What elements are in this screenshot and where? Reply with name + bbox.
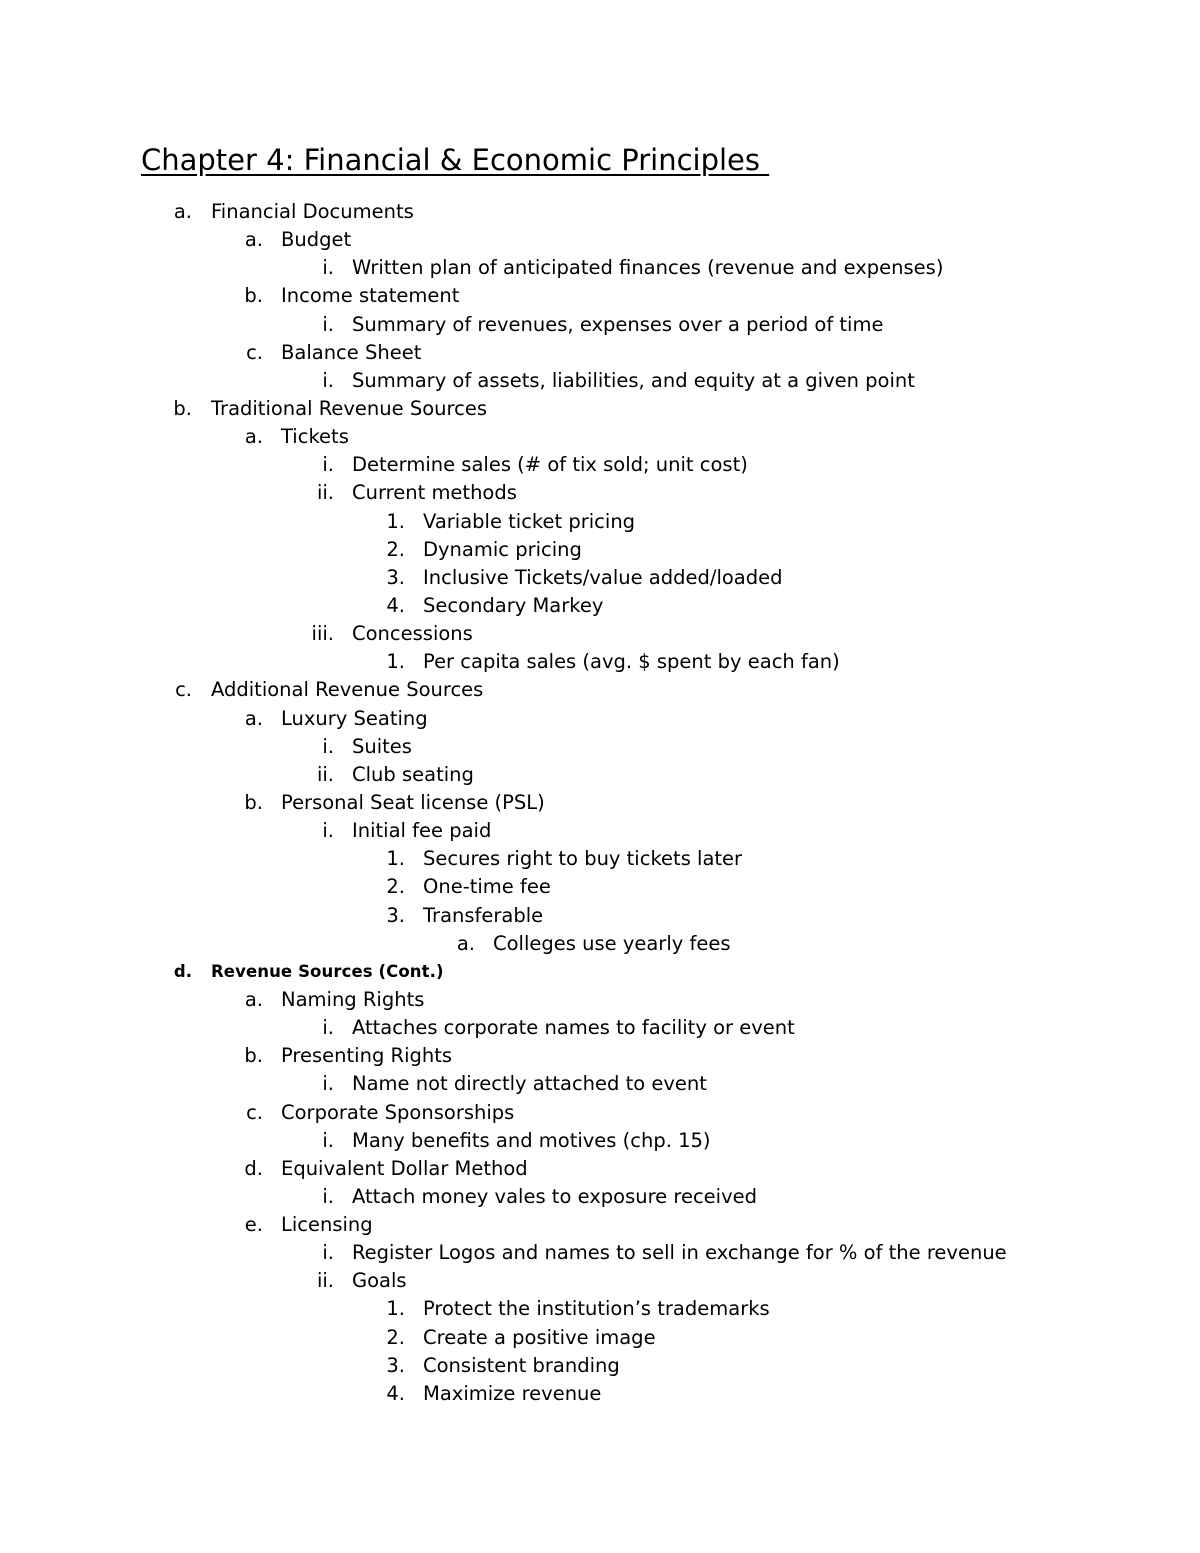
- list-item-text: Initial fee paid: [352, 819, 492, 843]
- list-item-text: Summary of assets, liabilities, and equity at a given point: [352, 368, 915, 392]
- list-item-text: Secures right to buy tickets later: [423, 847, 743, 871]
- list-item: [0, 789, 1200, 817]
- list-item: [0, 620, 1200, 648]
- list-item-text: Name not directly attached to event: [352, 1072, 707, 1096]
- list-marker: 4.: [386, 1381, 405, 1405]
- list-marker: c.: [246, 340, 263, 364]
- list-item: [0, 845, 1200, 873]
- list-item-text: Corporate Sponsorships: [281, 1100, 515, 1124]
- list-marker: ii.: [316, 1269, 334, 1293]
- list-marker: 3.: [386, 1353, 405, 1377]
- list-item: [0, 311, 1200, 339]
- list-marker: 1.: [386, 847, 405, 871]
- list-item-text: Suites: [352, 734, 412, 758]
- list-marker: c.: [246, 1100, 263, 1124]
- list-marker: ii.: [316, 762, 334, 786]
- list-item-text: Colleges use yearly fees: [493, 931, 731, 955]
- list-marker: 2.: [386, 875, 405, 899]
- list-item: [0, 902, 1200, 930]
- list-item-text: Tickets: [281, 425, 349, 449]
- list-item: [0, 479, 1200, 507]
- list-item-text: Consistent branding: [423, 1353, 620, 1377]
- list-item-text: Equivalent Dollar Method: [281, 1156, 528, 1180]
- list-item-text: Transferable: [423, 903, 544, 927]
- list-item: [0, 198, 1200, 226]
- list-marker: 1.: [386, 1297, 405, 1321]
- list-marker: a.: [244, 425, 263, 449]
- list-item-text: Traditional Revenue Sources: [211, 396, 487, 420]
- list-item-text: Concessions: [352, 622, 473, 646]
- list-marker: b.: [244, 790, 263, 814]
- list-marker: 2.: [386, 1325, 405, 1349]
- list-marker: a.: [456, 931, 475, 955]
- list-item: [0, 986, 1200, 1014]
- list-item-text: Create a positive image: [423, 1325, 656, 1349]
- list-item-text: Register Logos and names to sell in exchange for % of the revenue: [352, 1241, 1007, 1265]
- list-marker: 1.: [386, 650, 405, 674]
- list-item-text: Club seating: [352, 762, 474, 786]
- list-item-text: Licensing: [281, 1213, 373, 1237]
- list-marker: c.: [175, 678, 192, 702]
- list-item-text: Balance Sheet: [281, 340, 422, 364]
- list-marker: 1.: [386, 509, 405, 533]
- list-item: [0, 536, 1200, 564]
- list-item-text: Naming Rights: [281, 987, 425, 1011]
- list-item-text: Many benefits and motives (chp. 15): [352, 1128, 711, 1152]
- list-marker: i.: [322, 256, 334, 280]
- list-marker: d.: [173, 961, 192, 981]
- list-item: [0, 1155, 1200, 1183]
- list-item-text: Per capita sales (avg. $ spent by each fan): [423, 650, 840, 674]
- list-item: [0, 1324, 1200, 1352]
- list-marker: i.: [322, 1184, 334, 1208]
- list-item: [0, 676, 1200, 704]
- list-item: [0, 1042, 1200, 1070]
- list-item: [0, 1099, 1200, 1127]
- list-item-text: Personal Seat license (PSL): [281, 790, 545, 814]
- list-item: [0, 1014, 1200, 1042]
- list-item-text: Presenting Rights: [281, 1044, 453, 1068]
- list-item-text: Maximize revenue: [423, 1381, 602, 1405]
- list-item: [0, 958, 1200, 986]
- list-item: [0, 423, 1200, 451]
- list-item: [0, 1352, 1200, 1380]
- list-item: [0, 592, 1200, 620]
- list-item-text: Summary of revenues, expenses over a period of time: [352, 312, 884, 336]
- list-item: [0, 339, 1200, 367]
- list-marker: i.: [322, 1072, 334, 1096]
- list-marker: i.: [322, 1128, 334, 1152]
- list-item-text: Income statement: [281, 284, 460, 308]
- list-marker: i.: [322, 453, 334, 477]
- list-marker: 3.: [386, 565, 405, 589]
- list-item-text: Written plan of anticipated finances (revenue and expenses): [352, 256, 944, 280]
- list-marker: a.: [244, 987, 263, 1011]
- list-marker: e.: [244, 1213, 263, 1237]
- list-item-text: Variable ticket pricing: [423, 509, 636, 533]
- list-item: [0, 1183, 1200, 1211]
- list-item: [0, 226, 1200, 254]
- list-item-text: Goals: [352, 1269, 407, 1293]
- list-marker: a.: [244, 706, 263, 730]
- list-item: [0, 367, 1200, 395]
- list-item-text: Determine sales (# of tix sold; unit cost): [352, 453, 748, 477]
- list-item: [0, 282, 1200, 310]
- list-item: [0, 648, 1200, 676]
- list-marker: b.: [244, 1044, 263, 1068]
- list-item-text: Current methods: [352, 481, 517, 505]
- list-item-text: Budget: [281, 228, 352, 252]
- list-marker: i.: [322, 819, 334, 843]
- list-item-text: Protect the institution’s trademarks: [423, 1297, 770, 1321]
- list-marker: i.: [322, 1241, 334, 1265]
- list-item: [0, 817, 1200, 845]
- list-item: [0, 1295, 1200, 1323]
- list-item: [0, 1127, 1200, 1155]
- list-item: [0, 1070, 1200, 1098]
- list-item: [0, 451, 1200, 479]
- list-item: [0, 564, 1200, 592]
- list-item: [0, 254, 1200, 282]
- list-item: [0, 705, 1200, 733]
- list-item-text: Secondary Markey: [423, 593, 604, 617]
- list-item-text: Financial Documents: [211, 200, 414, 223]
- list-item: [0, 930, 1200, 958]
- list-item: [0, 1239, 1200, 1267]
- list-item: [0, 761, 1200, 789]
- list-marker: iii.: [311, 622, 334, 646]
- list-marker: a.: [244, 228, 263, 252]
- list-item-text: Attach money vales to exposure received: [352, 1184, 758, 1208]
- list-item: [0, 395, 1200, 423]
- list-marker: 4.: [386, 593, 405, 617]
- list-marker: i.: [322, 312, 334, 336]
- list-marker: b.: [244, 284, 263, 308]
- list-marker: d.: [244, 1156, 263, 1180]
- list-marker: a.: [173, 200, 192, 223]
- list-marker: i.: [322, 1016, 334, 1040]
- outline-list: [0, 198, 1200, 1408]
- list-item-text: Additional Revenue Sources: [211, 678, 484, 702]
- list-item-text: Attaches corporate names to facility or event: [352, 1016, 795, 1040]
- page-title: Chapter 4: Financial & Economic Principles: [141, 143, 770, 177]
- list-item-text: Inclusive Tickets/value added/loaded: [423, 565, 783, 589]
- list-item: [0, 1380, 1200, 1408]
- list-item: [0, 508, 1200, 536]
- list-marker: ii.: [316, 481, 334, 505]
- list-marker: i.: [322, 734, 334, 758]
- list-item-text: One-time fee: [423, 875, 551, 899]
- list-marker: 3.: [386, 903, 405, 927]
- list-item-text: Luxury Seating: [281, 706, 428, 730]
- list-marker: i.: [322, 368, 334, 392]
- list-item: [0, 1267, 1200, 1295]
- list-item-text: Dynamic pricing: [423, 537, 582, 561]
- list-marker: 2.: [386, 537, 405, 561]
- list-item: [0, 1211, 1200, 1239]
- list-item: [0, 873, 1200, 901]
- list-marker: b.: [173, 396, 192, 420]
- list-item-text: Revenue Sources (Cont.): [211, 961, 444, 981]
- list-item: [0, 733, 1200, 761]
